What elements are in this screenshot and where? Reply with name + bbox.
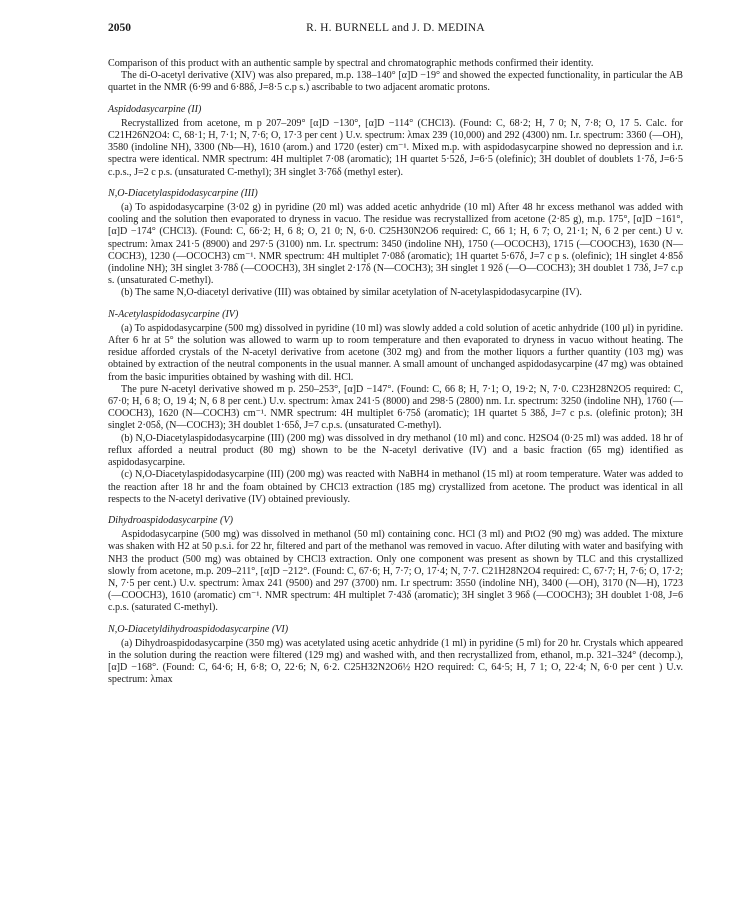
section-heading: N,O-Diacetylaspidodasycarpine (III) [108,187,258,199]
section-heading: Dihydroaspidodasycarpine (V) [108,514,233,526]
paragraph: (c) N,O-Diacetylaspidodasycarpine (III) (200 mg) was reacted with NaBH4 in methanol (15 ml) at room temperature. Water was added to the reaction after 18 hr and the foam obtained by CHCl3 extraction (185 mg) crystallized from acetone. The product was identical in all respects to the N-acetyl derivative (IV) obtained previously. [108,469,683,505]
paragraph: The di-O-acetyl derivative (XIV) was also prepared, m.p. 138–140° [α]D −19° and showed the expected functionality, in particular the AB quartet in the NMR (6·99 and 6·88δ, J=8·5 c.p s.) ascribable to two adjacent aromatic protons. [108,70,683,94]
paragraph: (a) To aspidodasycarpine (500 mg) dissolved in pyridine (10 ml) was slowly added a cold solution of acetic anhydride (100 μl) in pyridine. After 6 hr at 5° the solution was allowed to warm up to room temperature and then evaporated to dryness in vacuo without heating. The residue afforded crystals of the N-acetyl derivative from acetone (302 mg) and from the mother liquors a further quantity (103 mg) was obtained by extraction of the neutral components in the usual manner. A small amount of unchanged aspidodasycarpine (47 mg) was obtained from the basic impurities obtained by washing with dil. HCl. [108,322,683,383]
section-heading: N,O-Diacetyldihydroaspidodasycarpine (VI) [108,623,289,635]
paragraph: Comparison of this product with an authentic sample by spectral and chromatographic methods confirmed their identity. [108,58,594,69]
paragraph: (a) Dihydroaspidodasycarpine (350 mg) was acetylated using acetic anhydride (1 ml) in pyridine (5 ml) for 20 hr. Crystals which appeared in the solution during the reaction were filtered (129 mg) and washed with, and then recrystallized from, ethanol, m.p. 321–324° (decomp.), [α]D −168°. (Found: C, 64·6; H, 6·8; O, 22·6; N, 6·2. C25H32N2O6½ H2O required: C, 64·5; H, 7 1; O, 22·4; N, 6·0 per cent ) U.v. spectrum: λmax [108,637,683,686]
section-heading: Aspidodasycarpine (II) [108,103,202,115]
running-head: R. H. BURNELL and J. D. MEDINA [306,22,485,34]
article-body [108,58,683,687]
paragraph: (b) The same N,O-diacetyl derivative (III) was obtained by similar acetylation of N-acetylaspidodasycarpine (IV). [121,287,582,299]
paragraph: The pure N-acetyl derivative showed m p. 250–253°, [α]D −147°. (Found: C, 66 8; H, 7·1; O, 19·2; N, 7·0. C23H28N2O5 required: C, 67·0; H, 6 8; O, 19 4; N, 6 8 per cent.) U.v. spectrum: λmax 241·5 (8000) and 298·5 (2800) nm. I.r. spectrum: 3250 (indoline NH), 1760 (—COOCH3), 1620 (N—COCH3) cm⁻¹. NMR spectrum: 4H multiplet 6·75δ (aromatic); 1H quartet 5 38δ, J=7 c p.s. (olefinic proton); 3H singlet 2·05δ, (N—COCH3); 3H doublet 1·65δ, J=7 c.p.s. (unsaturated C-methyl). [108,383,683,432]
paragraph: (a) To aspidodasycarpine (3·02 g) in pyridine (20 ml) was added acetic anhydride (10 ml) After 48 hr excess methanol was added with cooling and the solution then evaporated to dryness in vacuo. The residue was recrystallized from acetone (2·85 g), m.p. 175°, [α]D −161°, [α]D −174° (CHCl3). (Found: C, 66·2; H, 6 8; O, 21 0; N, 6·0. C25H30N2O6 required: C, 66 1; H, 6 7; O, 21·1; N, 6 2 per cent.) U v. spectrum: λmax 241·5 (8900) and 297·5 (3100) nm. I.r. spectrum: 3450 (indoline NH), 1750 (—OCOCH3), 1715 (—COOCH3), 1630 (N—COCH3), 1230 (—OCOCH3) cm⁻¹. NMR spectrum: 4H multiplet 7·08δ (aromatic); 1H quartet 5·67δ, J=7 c p s. (olefinic); 1H singlet 4·85δ (indoline NH); 3H singlet 3·78δ (—COOCH3), 3H singlet 2·17δ (N—COCH3); 3H singlet 1 92δ (—O—COCH3); 3H doublet 1 73δ, J=7 c.p s. (unsaturated C-methyl). [108,202,683,287]
paragraph: (b) N,O-Diacetylaspidodasycarpine (III) (200 mg) was dissolved in dry methanol (10 ml) and conc. H2SO4 (0·25 ml) was added. 18 hr of reflux afforded a neutral product (80 mg) shown to be the N-acetyl derivative (IV) and a basic fraction (65 mg) identified as aspidodasycarpine. [108,432,683,469]
page-header [108,22,683,44]
paragraph: Aspidodasycarpine (500 mg) was dissolved in methanol (50 ml) containing conc. HCl (3 ml) and PtO2 (90 mg) was added. The mixture was shaken with H2 at 50 p.s.i. for 22 hr, filtered and part of the methanol was removed in vacuo. After diluting with water and basifying with NH3 the product (500 mg) was obtained by CHCl3 extraction. Only one component was present as shown by TLC and this crystallized slowly from acetone, m.p. 209–211°, [α]D −212°. (Found: C, 67·6; H, 7·7; O, 17·4; N, 7·7. C21H28N2O4 required: C, 67·7; H, 7·6; O, 17·2; N, 7·5 per cent.) U.v. spectrum: λmax 241 (9500) and 297 (3700) nm. I.r spectrum: 3550 (indoline NH), 3400 (—OH), 3170 (N—H), 1723 (—COOCH3), 1610 (aromatic) cm⁻¹. NMR spectrum: 4H multiplet 7·43δ (aromatic); 3H singlet 3 96δ (—COOCH3); 3H doublet 1·08, J=6 c.p.s. (saturated C-methyl). [108,529,683,614]
paragraph: Recrystallized from acetone, m p 207–209° [α]D −130°, [α]D −114° (CHCl3). (Found: C, 68·2; H, 7 0; N, 7·8; O, 17 5. Calc. for C21H26N2O4: C, 68·1; H, 7·1; N, 7·6; O, 17·3 per cent ) U.v. spectrum: λmax 239 (10,000) and 292 (4300) nm. I.r. spectrum: 3360 (—OH), 3580 (indoline NH), 3300 (Nb—H), 1610 (arom.) and 1720 (ester) cm⁻¹. Mixed m.p. with aspidodasycarpine showed no depression and i.r. spectra were identical. NMR spectrum: 4H multiplet 7·08 (aromatic); 1H quartet 5·52δ, J=6·5 (olefinic); 3H doublet of doublets 1·7δ, J=6·5 c.p.s., J=2 c p.s. (unsaturated C-methyl); 3H singlet 3·76δ (methyl ester). [108,117,683,178]
section-heading: N-Acetylaspidodasycarpine (IV) [108,308,239,320]
page-number: 2050 [108,22,131,34]
